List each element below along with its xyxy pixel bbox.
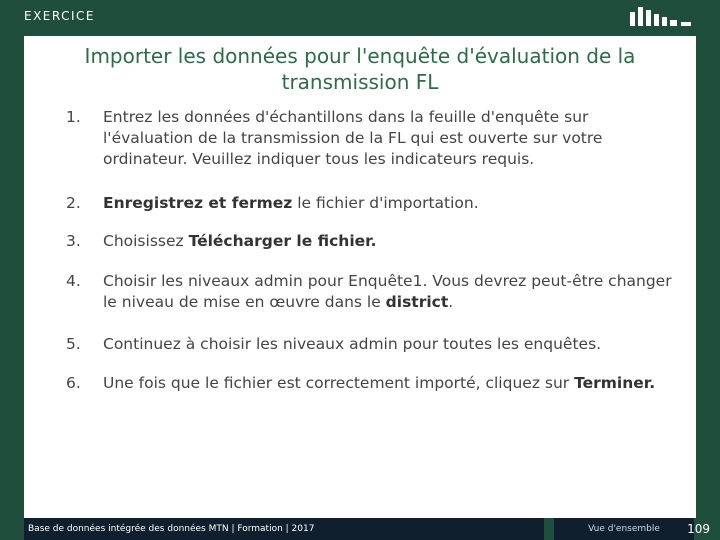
step-text-run: Une fois que le fichier est correctement importé, cliquez sur — [103, 374, 575, 392]
page-number: 109 — [687, 522, 710, 536]
step-text-bold: Enregistrez et fermez — [103, 194, 293, 212]
step-number: 2. — [66, 194, 81, 212]
step-text-run: Entrez les données d'échantillons dans la feuille d'enquête sur l'évaluation de la transmission de la FL qui est ouverte sur votre ordinateur. Veuillez indiquer tous les indicateurs requis. — [103, 108, 603, 168]
step-number: 4. — [66, 272, 81, 290]
footer-bar — [0, 518, 720, 540]
footer-info: Base de données intégrée des données MTN | Formation | 2017 — [24, 518, 544, 540]
step-text-bold: Terminer. — [574, 374, 656, 392]
step-text-bold: Télécharger le fichier. — [188, 232, 377, 250]
slide-title: Importer les données pour l'enquête d'évaluation de la transmission FL — [84, 44, 636, 94]
step-text — [103, 193, 673, 214]
step-text-bold: district — [385, 293, 449, 311]
step-text-run: Continuez à choisir les niveaux admin pour toutes les enquêtes. — [103, 335, 602, 353]
section-label: EXERCICE — [24, 9, 96, 23]
step-text-run: le fichier d'importation. — [292, 194, 479, 212]
step-text — [103, 334, 673, 355]
step-text-run: Choisir les niveaux admin pour Enquête1. Vous devrez peut-être changer le niveau de mise en œuvre dans le — [103, 272, 672, 311]
step-number: 5. — [66, 335, 81, 353]
bar-chart-logo-icon — [628, 6, 698, 26]
step-text — [103, 231, 673, 252]
step-text — [103, 271, 673, 313]
overview-link[interactable]: Vue d'ensemble — [554, 518, 694, 540]
step-number: 6. — [66, 374, 81, 392]
top-bar — [0, 0, 720, 36]
step-text — [103, 373, 673, 394]
step-text-run: . — [448, 293, 454, 311]
step-text — [103, 107, 673, 170]
step-number: 1. — [66, 108, 81, 126]
step-text-run: Choisissez — [103, 232, 189, 250]
step-number: 3. — [66, 232, 81, 250]
